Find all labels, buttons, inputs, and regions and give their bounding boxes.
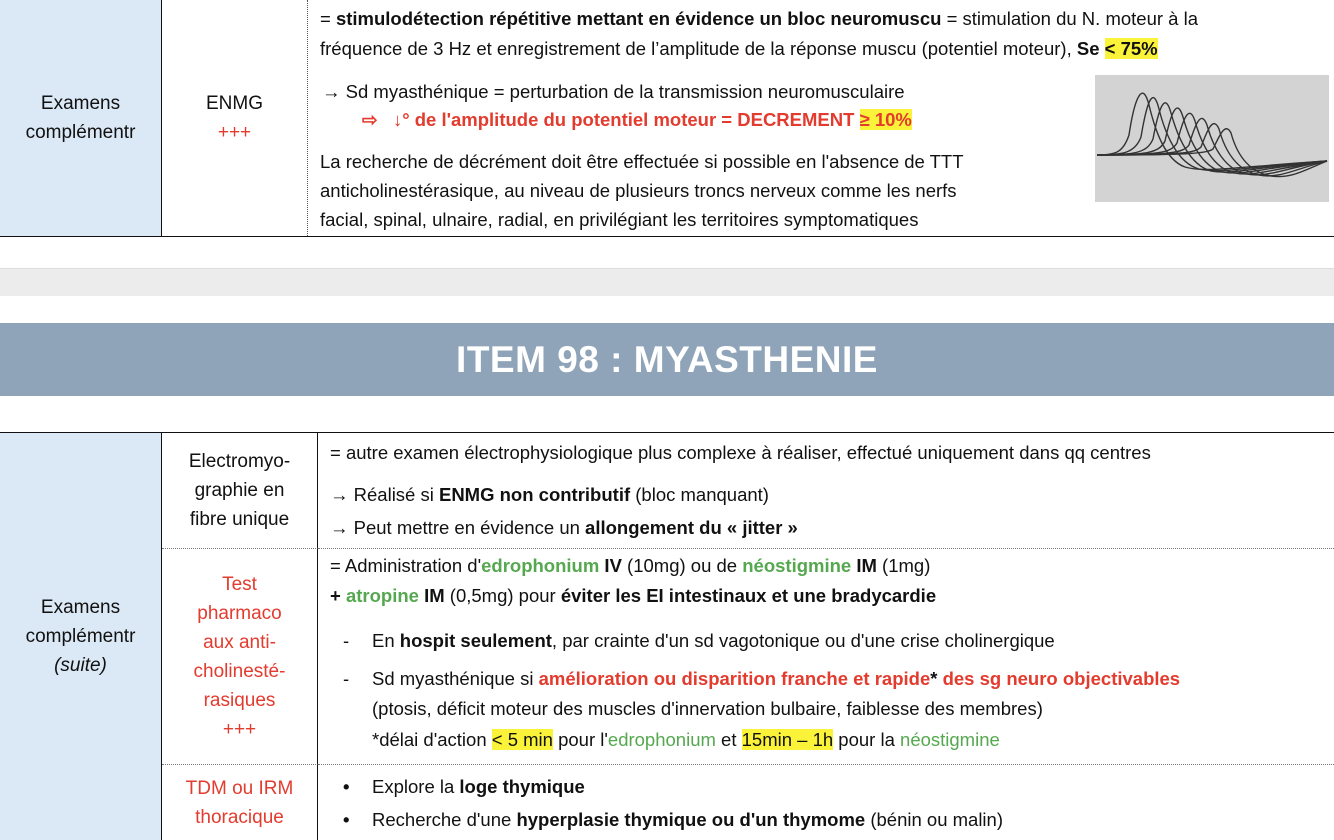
waveform-trace bbox=[1095, 75, 1329, 202]
category-label-line: complémentr bbox=[25, 626, 136, 647]
exam-label: ENMG bbox=[206, 93, 263, 114]
bold-text: hyperplasie thymique ou d'un thymome bbox=[516, 809, 866, 830]
exam-label-line: graphie en bbox=[194, 480, 285, 501]
drug-name: néostigmine bbox=[900, 729, 1000, 750]
bottom-table bbox=[0, 432, 1334, 839]
pharmaco-item-2-delay bbox=[372, 725, 1000, 754]
arrow-icon: ⇨ bbox=[362, 109, 378, 130]
item-title-banner bbox=[0, 323, 1334, 396]
category-cell bbox=[0, 433, 162, 840]
drug-name: atropine bbox=[345, 585, 419, 606]
top-table bbox=[0, 0, 1334, 237]
sfemg-line-2 bbox=[330, 480, 769, 509]
sfemg-line-3 bbox=[330, 513, 798, 542]
enmg-line-2 bbox=[320, 34, 1158, 63]
enmg-para-2: anticholinestérasique, au niveau de plusieurs troncs nerveux comme les nerfs bbox=[320, 180, 957, 201]
category-cell bbox=[0, 0, 162, 236]
highlight-text: < 5 min bbox=[491, 729, 553, 750]
drug-name: edrophonium bbox=[607, 729, 716, 750]
sfemg-line-1: = autre examen électrophysiologique plus complexe à réaliser, effectué uniquement dans qq centres bbox=[330, 442, 1151, 463]
text: ↓° de l'amplitude du potentiel moteur = DECREMENT bbox=[392, 109, 860, 130]
enmg-line-4 bbox=[362, 105, 912, 134]
text: fréquence de 3 Hz et enregistrement de l’amplitude de la réponse muscu (potentiel moteur), bbox=[320, 38, 1077, 59]
bold-text: éviter les EI intestinaux et une bradycardie bbox=[560, 585, 937, 606]
pharmaco-item-2 bbox=[372, 664, 1180, 693]
text: = Administration d' bbox=[330, 555, 482, 576]
bold-text: IM bbox=[851, 555, 877, 576]
text: → Réalisé si bbox=[330, 484, 439, 505]
exam-label-line: Electromyo- bbox=[188, 451, 291, 472]
exam-label-line: Test bbox=[222, 573, 257, 595]
exam-cell-sfemg bbox=[162, 433, 318, 548]
exam-cell-imaging bbox=[162, 764, 318, 840]
exam-label-line: rasiques bbox=[203, 689, 276, 711]
exam-importance-mark: +++ bbox=[217, 122, 252, 143]
category-label-line: Examens bbox=[40, 597, 121, 618]
bold-text: IM bbox=[418, 585, 445, 606]
dash-bullet: - bbox=[343, 668, 350, 689]
exam-label-line: aux anti- bbox=[203, 631, 276, 653]
exam-label-line: pharmaco bbox=[197, 602, 282, 624]
row-divider bbox=[318, 764, 1334, 765]
enmg-para-1: La recherche de décrément doit être effectuée si possible en l'absence de TTT bbox=[320, 151, 964, 172]
item-title: ITEM 98 : MYASTHENIE bbox=[456, 338, 878, 380]
text: (0,5mg) pour bbox=[444, 585, 561, 606]
page-separator-band bbox=[0, 268, 1334, 296]
row-divider bbox=[318, 548, 1334, 549]
text: Explore la bbox=[372, 776, 460, 797]
drug-name: edrophonium bbox=[481, 555, 600, 576]
dash-bullet: - bbox=[343, 630, 350, 651]
bold-text: + bbox=[330, 585, 346, 606]
category-label: Examens complémentr bbox=[25, 93, 136, 143]
text: et bbox=[715, 729, 742, 750]
bold-text: ENMG non contributif bbox=[438, 484, 631, 505]
red-bold-text: amélioration ou disparition franche et rapide bbox=[538, 668, 931, 689]
bold-text: IV bbox=[599, 555, 622, 576]
exam-label-line: TDM ou IRM bbox=[185, 777, 294, 799]
drug-name: néostigmine bbox=[742, 555, 852, 576]
text: Sd myasthénique si bbox=[372, 668, 539, 689]
text: , par crainte d'un sd vagotonique ou d'une crise cholinergique bbox=[551, 630, 1055, 651]
pharmaco-item-2-detail: (ptosis, déficit moteur des muscles d'innervation bulbaire, faiblesse des membres) bbox=[372, 698, 1043, 719]
pharmaco-line-2 bbox=[330, 581, 936, 610]
text: (10mg) ou de bbox=[621, 555, 743, 576]
text: = stimulation du N. moteur à la bbox=[941, 8, 1198, 29]
bold-text: hospit seulement bbox=[399, 630, 552, 651]
red-bold-text: des sg neuro objectivables bbox=[937, 668, 1181, 689]
highlight-text: < 75% bbox=[1104, 38, 1158, 59]
enmg-line-1 bbox=[320, 4, 1198, 33]
imaging-item-2 bbox=[372, 805, 1003, 834]
bullet-icon: • bbox=[343, 776, 350, 797]
text: *délai d'action bbox=[372, 729, 492, 750]
exam-label-line: fibre unique bbox=[189, 509, 290, 530]
text: En bbox=[372, 630, 400, 651]
exam-cell bbox=[162, 0, 308, 236]
bullet-icon: • bbox=[343, 809, 350, 830]
category-label-suffix: (suite) bbox=[54, 655, 107, 676]
text: (bloc manquant) bbox=[630, 484, 769, 505]
decrement-waveform-image bbox=[1095, 75, 1329, 202]
bold-text: allongement du « jitter » bbox=[585, 517, 798, 538]
text: pour la bbox=[833, 729, 901, 750]
text: (bénin ou malin) bbox=[865, 809, 1003, 830]
highlight-text: 15min – 1h bbox=[741, 729, 834, 750]
text: pour l' bbox=[552, 729, 608, 750]
bold-text: Se bbox=[1076, 38, 1105, 59]
bold-text: stimulodétection répétitive mettant en évidence un bloc neuromuscu bbox=[335, 8, 942, 29]
pharmaco-item-1 bbox=[372, 626, 1055, 655]
text: → Peut mettre en évidence un bbox=[330, 517, 586, 538]
pharmaco-line-1 bbox=[330, 551, 930, 580]
highlight-text: ≥ 10% bbox=[859, 109, 912, 130]
exam-cell-pharmaco-test bbox=[162, 548, 318, 764]
enmg-line-3: → Sd myasthénique = perturbation de la transmission neuromusculaire bbox=[322, 81, 905, 102]
exam-label-line: cholinesté- bbox=[193, 660, 286, 682]
exam-label-line: thoracique bbox=[195, 806, 284, 828]
text: Recherche d'une bbox=[372, 809, 517, 830]
bold-text: * bbox=[930, 668, 938, 689]
imaging-item-1 bbox=[372, 772, 585, 801]
bold-text: loge thymique bbox=[459, 776, 585, 797]
text: = bbox=[320, 8, 336, 29]
enmg-para-3: facial, spinal, ulnaire, radial, en privilégiant les territoires symptomatiques bbox=[320, 209, 919, 230]
exam-importance-mark: +++ bbox=[222, 718, 257, 740]
text: (1mg) bbox=[876, 555, 931, 576]
